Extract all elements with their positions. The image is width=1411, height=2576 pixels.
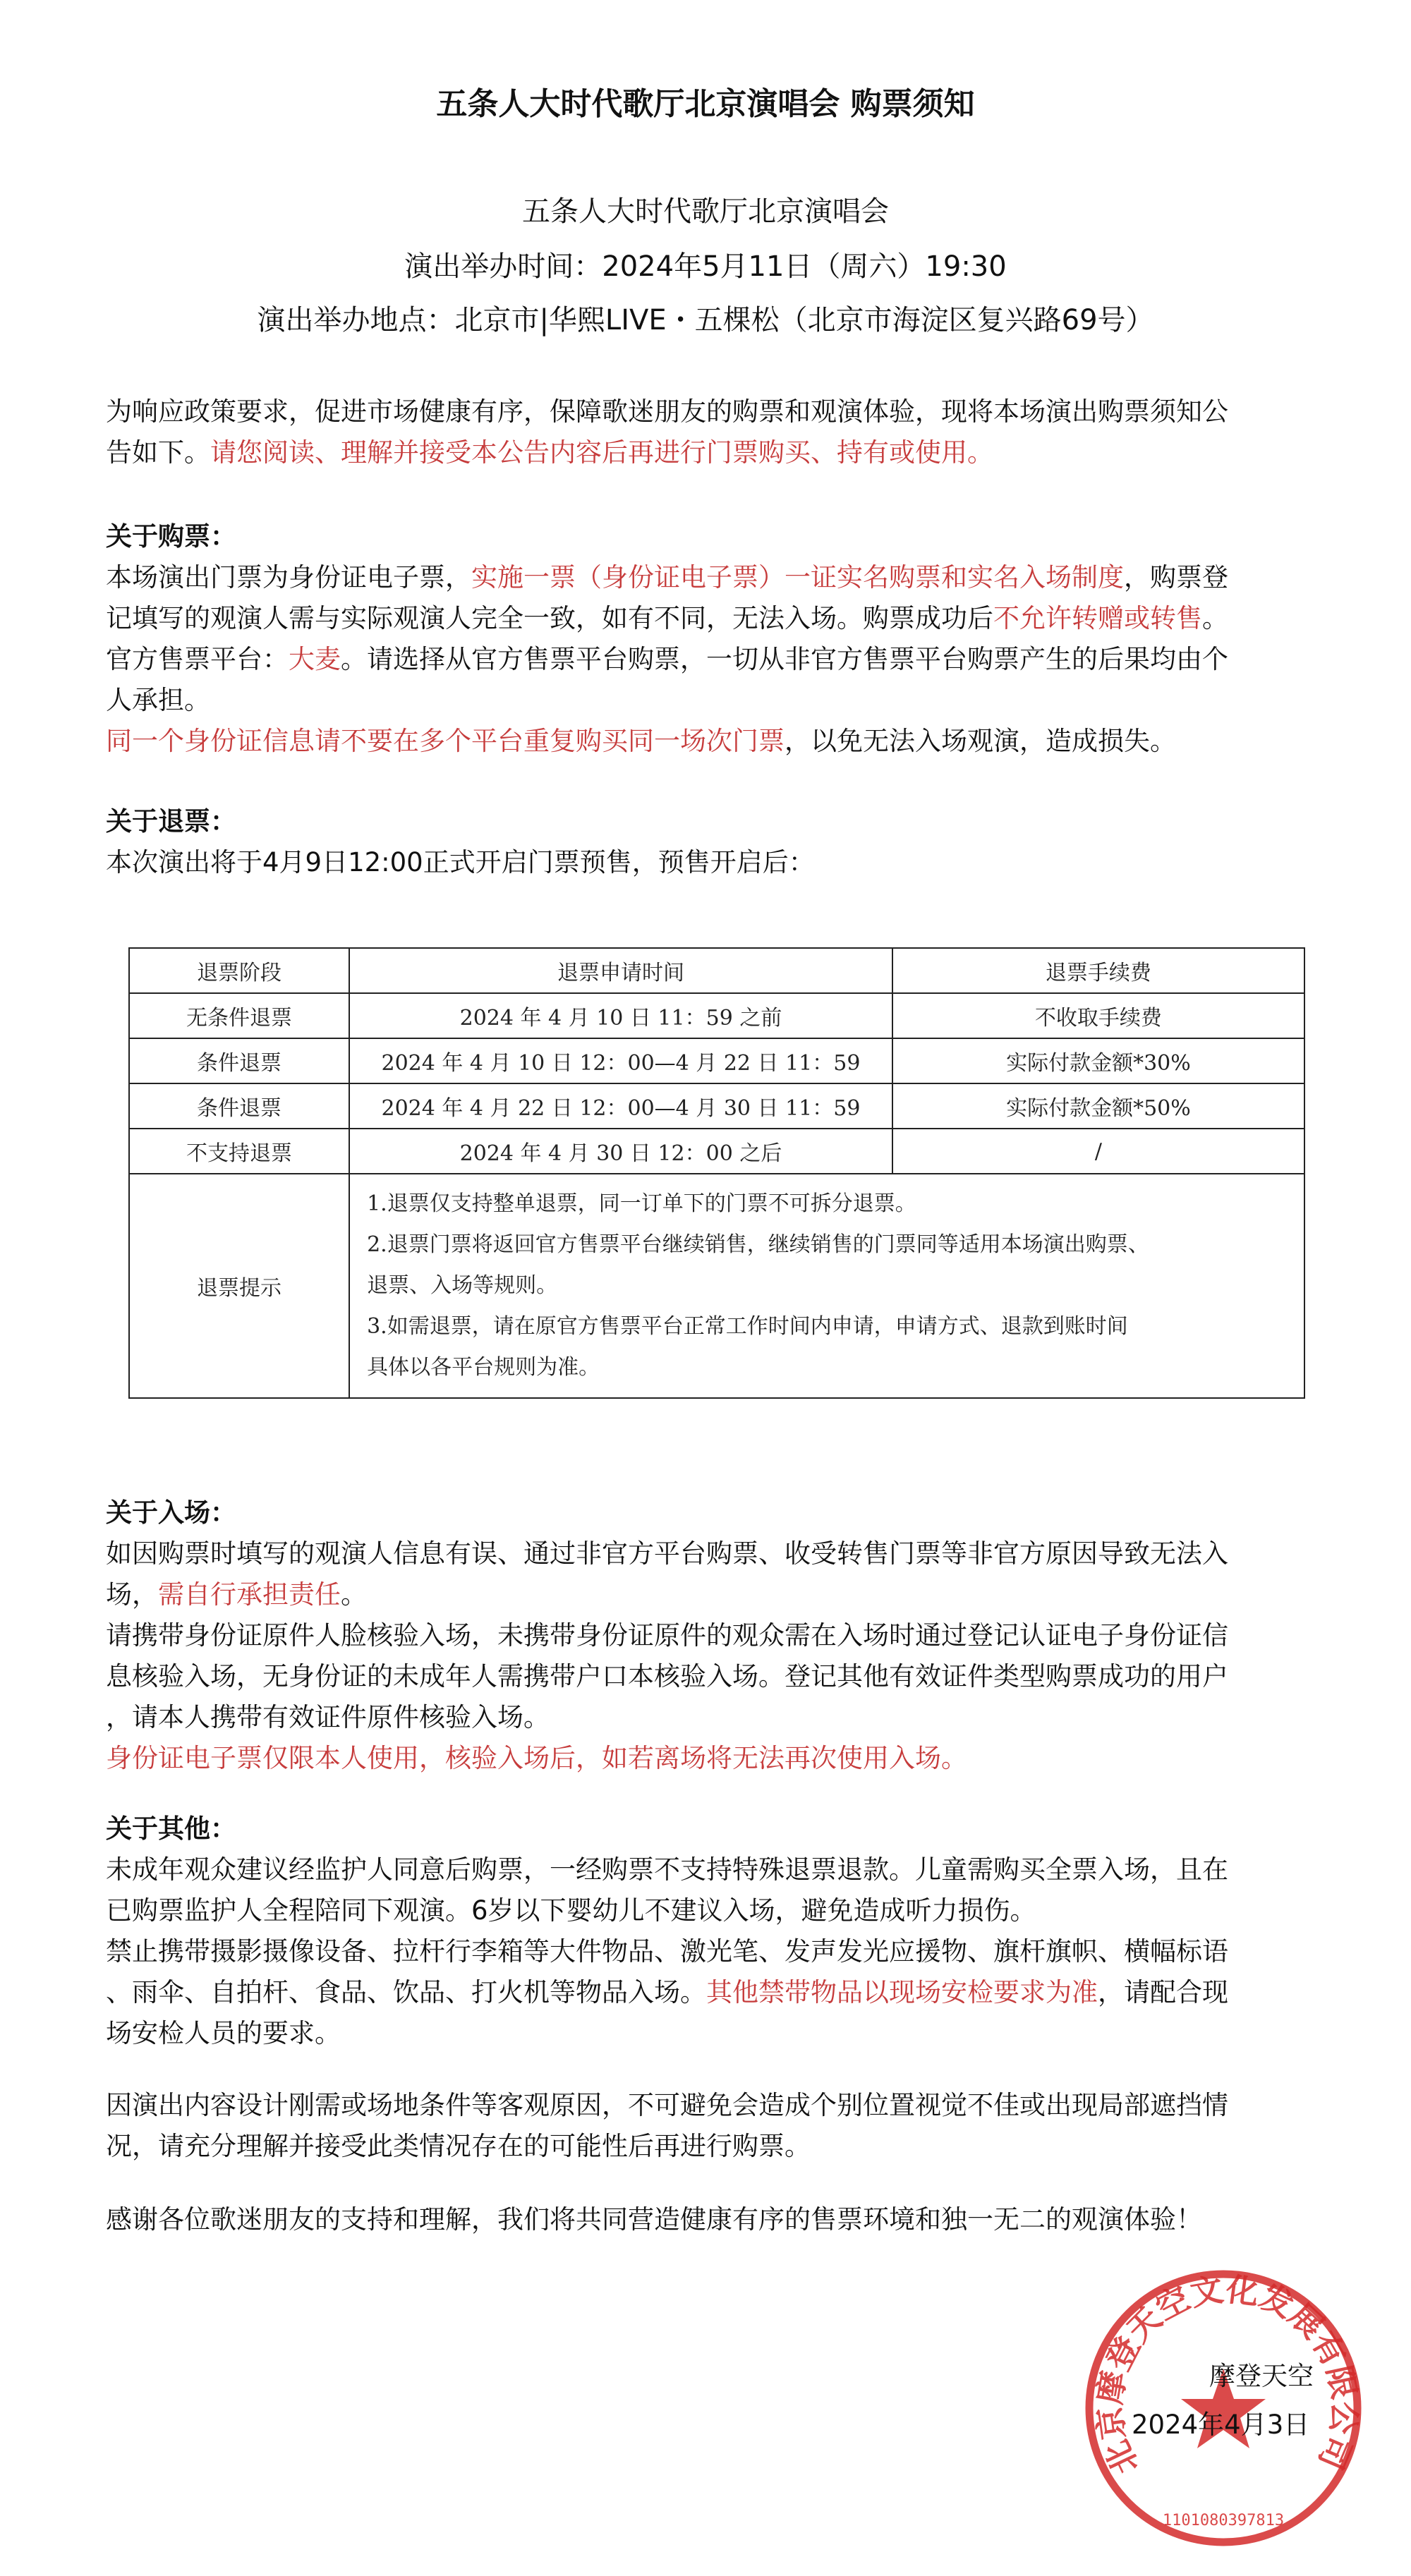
entry-line: ，请本人携带有效证件原件核验入场。 — [106, 1702, 550, 1732]
seal-number: 1101080397813 — [1162, 2512, 1285, 2529]
other-section — [106, 1809, 1319, 2054]
event-name: 五条人大时代歌厅北京演唱会 — [522, 195, 889, 228]
buy-line — [106, 639, 1319, 680]
table-cell: 实际付款金额*50% — [892, 1083, 1304, 1129]
other-line: 未成年观众建议经监护人同意后购票，一经购票不支持特殊退票退款。儿童需购买全票入场，且在 — [106, 1854, 1228, 1885]
page-title: 五条人大时代歌厅北京演唱会 购票须知 — [436, 86, 975, 122]
entry-highlight: 身份证电子票仅限本人使用，核验入场后，如若离场将无法再次使用入场。 — [106, 1743, 967, 1773]
refund-section — [106, 801, 1319, 883]
entry-section — [106, 1493, 1319, 1779]
intro-highlight: 请您阅读、理解并接受本公告内容后再进行门票购买、持有或使用。 — [210, 437, 993, 468]
other-line: 禁止携带摄影摄像设备、拉杆行李箱等大件物品、激光笔、发声发光应援物、旗杆旗帜、横幅标语 — [106, 1936, 1228, 1967]
table-header-row — [129, 948, 1304, 993]
tips-cell — [349, 1174, 1304, 1398]
buy-text: 官方售票平台： — [106, 644, 289, 674]
buy-section — [106, 516, 1319, 762]
buy-line — [106, 557, 1319, 598]
tips-line: 1.退票仅支持整单退票，同一订单下的门票不可拆分退票。 — [367, 1191, 916, 1216]
buy-line — [106, 598, 1319, 639]
signature-date: 2024年4月3日 — [1132, 2410, 1310, 2440]
event-venue: 演出举办地点：北京市|华熙LIVE・五棵松（北京市海淀区复兴路69号） — [257, 304, 1154, 336]
table-cell: 条件退票 — [129, 1038, 349, 1083]
intro-line — [106, 432, 1319, 473]
notice-line: 因演出内容设计刚需或场地条件等客观原因，不可避免会造成个别位置视觉不佳或出现局部遮挡情 — [106, 2090, 1228, 2120]
thanks-line: 感谢各位歌迷朋友的支持和理解，我们将共同营造健康有序的售票环境和独一无二的观演体验！ — [106, 2204, 1202, 2235]
refund-table — [128, 947, 1305, 1399]
intro-line: 为响应政策要求，促进市场健康有序，保障歌迷朋友的购票和观演体验，现将本场演出购票须知公 — [106, 396, 1228, 427]
buy-text: 。请选择从官方售票平台购票，一切从非官方售票平台购票产生的后果均由个 — [341, 644, 1228, 674]
tips-label-cell: 退票提示 — [129, 1174, 349, 1398]
table-header-cell: 退票手续费 — [892, 948, 1304, 993]
tips-line: 2.退票门票将返回官方售票平台继续销售，继续销售的门票同等适用本场演出购票、 — [367, 1232, 1149, 1257]
other-highlight: 其他禁带物品以现场安检要求为准 — [706, 1977, 1098, 2007]
table-cell: 条件退票 — [129, 1083, 349, 1129]
table-row — [129, 1129, 1304, 1174]
table-cell: 不支持退票 — [129, 1129, 349, 1174]
entry-line: 息核验入场，无身份证的未成年人需携带户口本核验入场。登记其他有效证件类型购票成功的用户 — [106, 1661, 1228, 1691]
table-cell: / — [892, 1129, 1304, 1174]
buy-highlight: 实施一票（身份证电子票）一证实名购票和实名入场制度 — [471, 562, 1124, 593]
signature-org: 摩登天空 — [1209, 2361, 1314, 2391]
other-line: 已购票监护人全程陪同下观演。6岁以下婴幼儿不建议入场，避免造成听力损伤。 — [106, 1895, 1036, 1926]
table-row — [129, 1174, 1304, 1398]
buy-text: 。 — [1202, 603, 1228, 633]
table-cell: 2024 年 4 月 10 日 11：59 之前 — [349, 993, 892, 1038]
entry-text: 。 — [341, 1579, 367, 1610]
table-header-cell: 退票申请时间 — [349, 948, 892, 993]
entry-highlight: 需自行承担责任 — [158, 1579, 341, 1610]
entry-heading: 关于入场： — [106, 1497, 236, 1528]
thanks-paragraph — [106, 2199, 1319, 2240]
table-cell: 2024 年 4 月 22 日 12：00—4 月 30 日 11：59 — [349, 1083, 892, 1129]
entry-line — [106, 1574, 1319, 1615]
buy-text: ，购票登 — [1124, 562, 1228, 593]
other-line: 场安检人员的要求。 — [106, 2018, 341, 2048]
refund-heading: 关于退票： — [106, 806, 236, 837]
table-row — [129, 1038, 1304, 1083]
platform-name: 大麦 — [289, 644, 341, 674]
tips-line: 具体以各平台规则为准。 — [367, 1355, 600, 1380]
entry-line: 请携带身份证原件人脸核验入场，未携带身份证原件的观众需在入场时通过登记认证电子身份证信 — [106, 1620, 1228, 1651]
table-header-cell: 退票阶段 — [129, 948, 349, 993]
buy-highlight: 同一个身份证信息请不要在多个平台重复购买同一场次门票 — [106, 726, 785, 756]
notice-paragraph — [106, 2085, 1319, 2167]
tips-line: 3.如需退票，请在原官方售票平台正常工作时间内申请，申请方式、退款到账时间 — [367, 1314, 1128, 1339]
buy-highlight: 不允许转赠或转售 — [993, 603, 1202, 633]
table-cell: 2024 年 4 月 10 日 12：00—4 月 22 日 11：59 — [349, 1038, 892, 1083]
table-row — [129, 1083, 1304, 1129]
buy-line: 人承担。 — [106, 685, 210, 715]
other-heading: 关于其他： — [106, 1813, 236, 1844]
table-cell: 2024 年 4 月 30 日 12：00 之后 — [349, 1129, 892, 1174]
table-cell: 无条件退票 — [129, 993, 349, 1038]
other-line — [106, 1972, 1319, 2013]
other-text: ，请配合现 — [1098, 1977, 1228, 2007]
buy-heading: 关于购票： — [106, 521, 236, 552]
event-time: 演出举办时间：2024年5月11日（周六）19:30 — [404, 250, 1007, 283]
buy-text: ，以免无法入场观演，造成损失。 — [785, 726, 1176, 756]
buy-line — [106, 721, 1319, 762]
intro-text: 告如下。 — [106, 437, 210, 468]
entry-line: 如因购票时填写的观演人信息有误、通过非官方平台购票、收受转售门票等非官方原因导致无法入 — [106, 1538, 1228, 1569]
buy-text: 本场演出门票为身份证电子票， — [106, 562, 471, 593]
entry-text: 场， — [106, 1579, 158, 1610]
table-cell: 不收取手续费 — [892, 993, 1304, 1038]
other-text: 、雨伞、自拍杆、食品、饮品、打火机等物品入场。 — [106, 1977, 706, 2007]
table-cell: 实际付款金额*30% — [892, 1038, 1304, 1083]
buy-text: 记填写的观演人需与实际观演人完全一致，如有不同，无法入场。购票成功后 — [106, 603, 993, 633]
notice-line: 况，请充分理解并接受此类情况存在的可能性后再进行购票。 — [106, 2131, 811, 2161]
table-row — [129, 993, 1304, 1038]
tips-line: 退票、入场等规则。 — [367, 1273, 558, 1298]
intro-paragraph — [106, 391, 1319, 473]
refund-line: 本次演出将于4月9日12:00正式开启门票预售，预售开启后： — [106, 847, 815, 877]
seal-text: 北京摩登天空文化发展有限公司 — [1090, 2269, 1364, 2481]
